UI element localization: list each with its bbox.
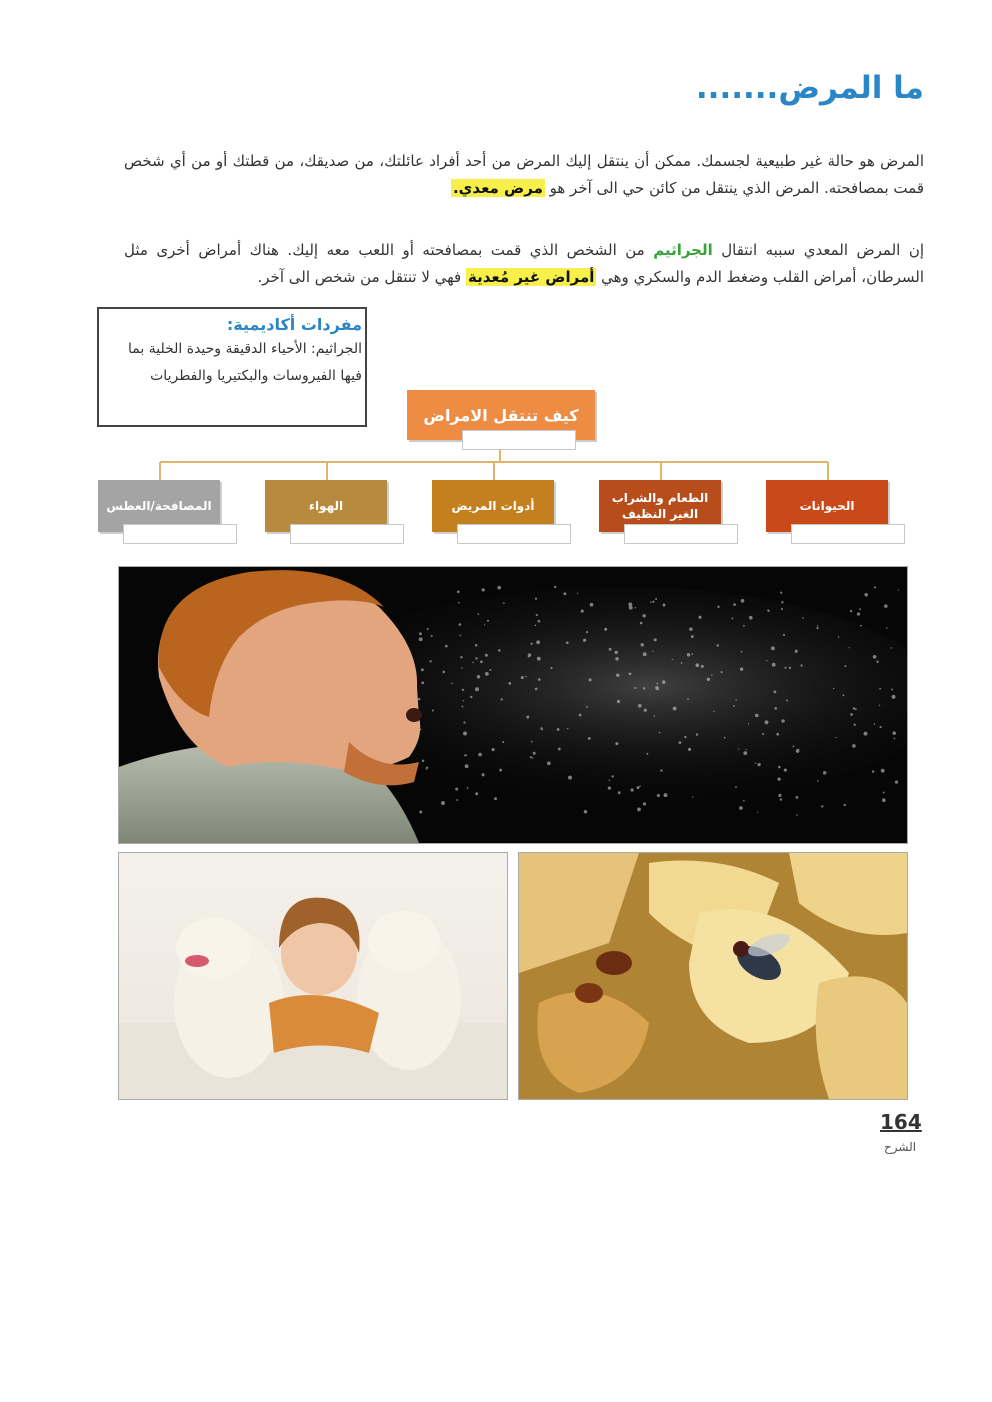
photo-man-sneezing <box>118 566 908 844</box>
paragraph-text: المرض هو حالة غير طبيعية لجسمك. ممكن أن ينتقل إليك المرض من أحد أفراد عائلتك، من صديقك، من قطتك أو من أي شخص قمت بمصافحته. المرض الذي ينتقل من كائن حي الى آخر هو <box>124 152 924 197</box>
diagram-node-air: الهواء <box>265 480 387 532</box>
answer-blank-handshake[interactable] <box>123 524 237 544</box>
diagram-node-unclean-food: الطعام والشراب الغير النظيف <box>599 480 721 532</box>
answer-blank-animals[interactable] <box>791 524 905 544</box>
root-answer-blank[interactable] <box>462 430 576 450</box>
answer-blank-air[interactable] <box>290 524 404 544</box>
page-number: 164 <box>880 1110 922 1134</box>
vocabulary-definition: الجراثيم: الأحياء الدقيقة وحيدة الخلية بما فيها الفيروسات والبكتيريا والفطريات <box>128 341 362 384</box>
answer-blank-food[interactable] <box>624 524 738 544</box>
highlight-non-infectious: أمراض غير مُعدية <box>468 268 595 286</box>
page-section-label: الشرح <box>884 1140 917 1154</box>
paragraph-text: فهي لا تنتقل من شخص الى آخر. <box>257 268 466 286</box>
diagram-node-handshake-sneeze: المصافحة/العطس <box>98 480 220 532</box>
page-title: ما المرض....... <box>695 70 924 106</box>
diagram-node-patient-tools: أدوات المريض <box>432 480 554 532</box>
term-germs: الجراثيم <box>653 241 713 259</box>
paragraph-text: من الشخص الذي قمت بمصافحته أو اللعب معه إليك. هناك أمراض أخرى مثل السرطان، أمراض القلب وضغط الدم والسكري وهي <box>124 241 924 286</box>
photo-girl-with-puppies <box>118 852 508 1100</box>
paragraph-text: إن المرض المعدي سببه انتقال <box>712 241 924 259</box>
diagram-node-animals: الحيوانات <box>766 480 888 532</box>
answer-blank-tools[interactable] <box>457 524 571 544</box>
highlight-infectious-disease: مرض معدي. <box>452 179 543 197</box>
photo-fly-on-fruit <box>518 852 908 1100</box>
diagram-root-node: كيف تنتقل الامراض <box>407 390 595 440</box>
vocabulary-title: مفردات أكاديمية: <box>226 315 362 334</box>
